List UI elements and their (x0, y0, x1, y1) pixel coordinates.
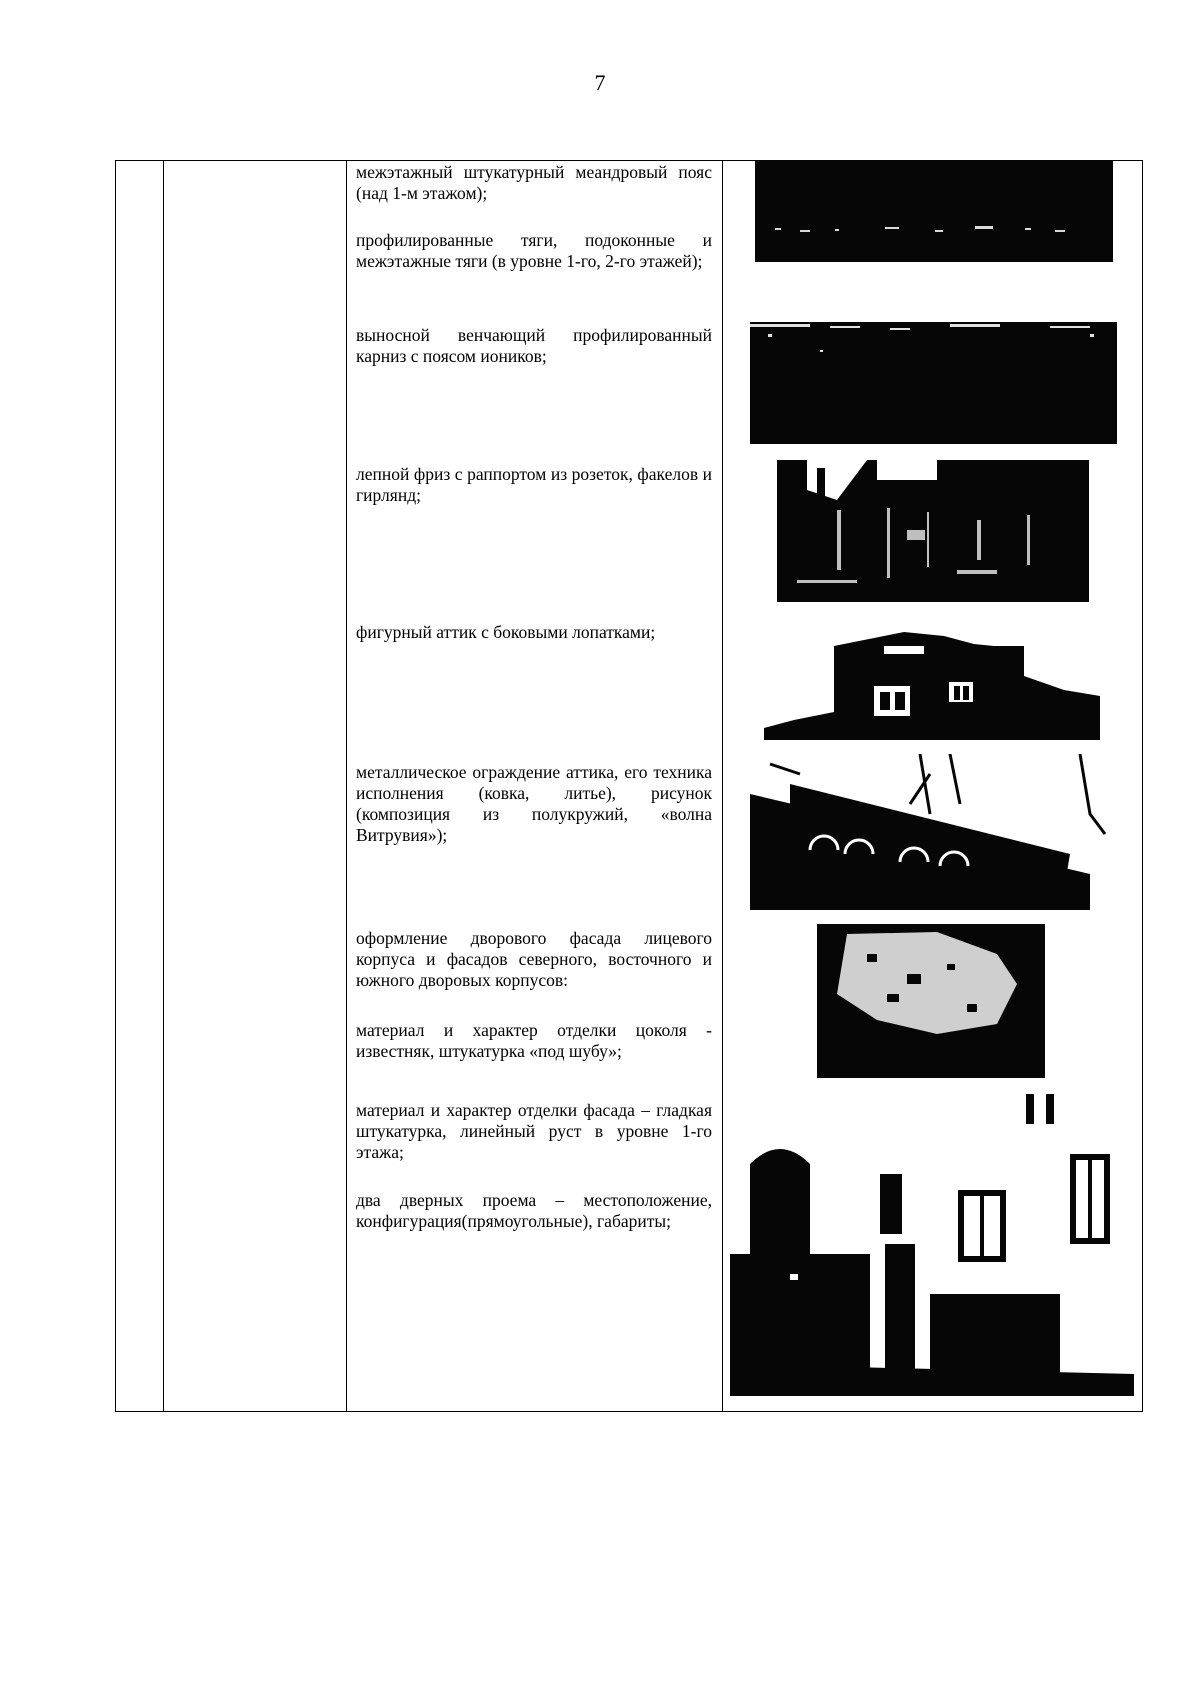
item-courtyard-facade: оформление дворового фасада лицевого корпуса и фасадов северного, восточного и южного дворовых корпусов: (356, 928, 712, 990)
item-attic: фигурный аттик с боковыми лопатками; (356, 622, 656, 642)
table-column-divider (346, 161, 347, 1411)
item-meander-belt: межэтажный штукатурный меандровый пояс (над 1-м этажом); (356, 162, 712, 203)
photo-cornice (750, 322, 1117, 444)
item-attic-fence: металлическое ограждение аттика, его техника исполнения (ковка, литье), рисунок (композиция из полукружий, «волна Витрувия»); (356, 762, 712, 845)
item-tie-rods: профилированные тяги, подоконные и межэтажные тяги (в уровне 1-го, 2-го этажей); (356, 230, 712, 271)
item-cornice: выносной венчающий профилированный карниз с поясом иоников; (356, 325, 712, 366)
photo-attic (764, 626, 1100, 740)
photo-courtyard-doors (730, 1094, 1134, 1396)
item-frieze: лепной фриз с раппортом из розеток, факелов и гирлянд; (356, 464, 712, 505)
photo-attic-fence (750, 754, 1112, 910)
photo-frieze (777, 460, 1089, 602)
item-plinth: материал и характер отделки цоколя - известняк, штукатурка «под шубу»; (356, 1020, 712, 1061)
photo-courtyard-facade (817, 924, 1045, 1078)
item-doorways: два дверных проема – местоположение, конфигурация(прямоугольные), габариты; (356, 1190, 712, 1231)
table-column-divider (163, 161, 164, 1411)
item-facade-finish: материал и характер отделки фасада – гладкая штукатурка, линейный руст в уровне 1-го этажа; (356, 1100, 712, 1162)
page-number: 7 (594, 70, 606, 95)
table-column-divider (722, 161, 723, 1411)
photo-meander-belt (755, 160, 1113, 262)
